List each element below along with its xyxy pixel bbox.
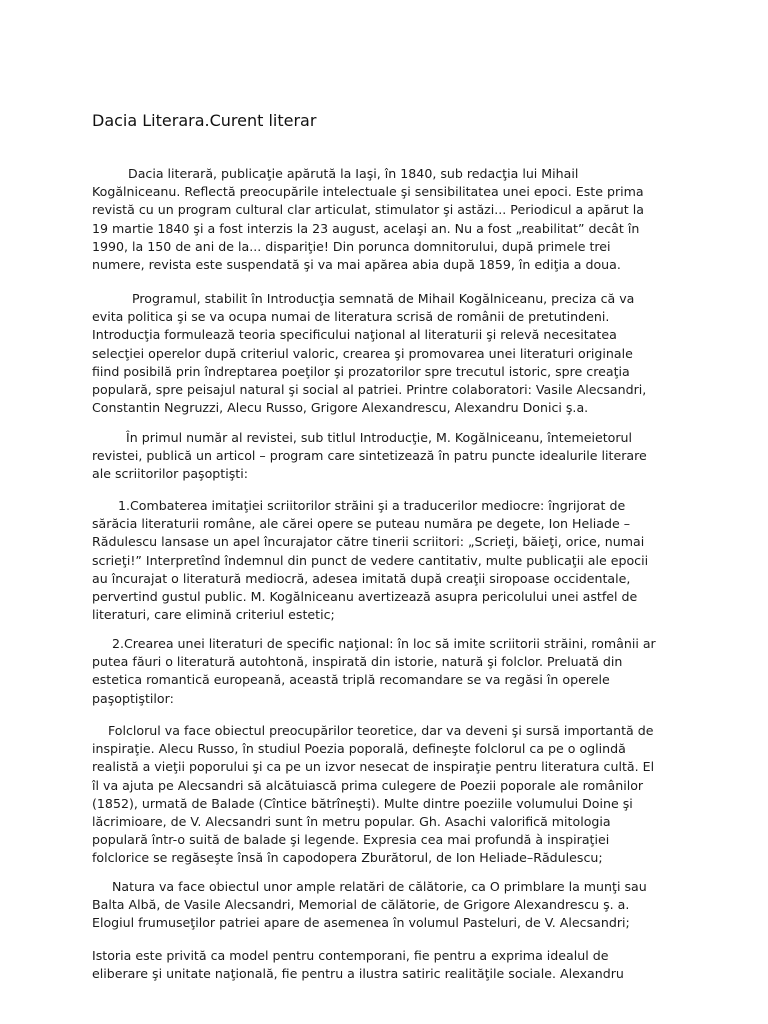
text-line: estetica romantică europeană, această triplă recomandare se va regăsi în operele <box>92 672 610 688</box>
text-line: Constantin Negruzzi, Alecu Russo, Grigore Alexandrescu, Alexandru Donici ş.a. <box>92 400 589 416</box>
text-line: evita politica şi se va ocupa numai de literatura scrisă de românii de pretutindeni. <box>92 309 610 325</box>
text-line: 1.Combaterea imitaţiei scriitorilor străini şi a traducerilor mediocre: îngrijorat de <box>118 498 626 513</box>
text-line: Dacia literară, publicaţie apărută la Iaşi, în 1840, sub redacţia lui Mihail <box>128 166 579 181</box>
text-line: sărăcia literaturii române, ale cărei opere se puteau număra pe degete, Ion Heliade – <box>92 516 631 532</box>
text-line: folclorice se regăseşte însă în capodopera Zburătorul, de Ion Heliade–Rădulescu; <box>92 850 603 866</box>
text-line: pervertind gustul public. M. Kogălniceanu avertizează asupra pericolului unei astfel de <box>92 589 638 605</box>
text-line: (1852), urmată de Balade (Cîntice bătrîneşti). Multe dintre poeziile volumului Doine şi <box>92 795 633 811</box>
text-line: revistă cu un program cultural clar articulat, stimulator şi astăzi... Periodicul a apărut la <box>92 202 644 218</box>
text-line: numere, revista este suspendată şi va mai apărea abia după 1859, în ediţia a doua. <box>92 257 621 273</box>
text-line: putea făuri o literatură autohtonă, inspirată din istorie, natură şi folclor. Preluată din <box>92 654 623 670</box>
text-line: populară într-o suită de balade şi legende. Expresia cea mai profundă à inspiraţiei <box>92 832 610 848</box>
text-line: inspiraţie. Alecu Russo, în studiul Poezia poporală, defineşte folclorul ca pe o oglindă <box>92 741 626 757</box>
paragraph-dacia-literara <box>92 165 712 274</box>
text-line: populară, spre peisajul natural şi social al patriei. Printre colaboratori: Vasile Alecsandri, <box>92 382 647 398</box>
paragraph-natura <box>92 878 712 933</box>
paragraph-programul <box>92 290 712 417</box>
text-line: scrieţi!” Interpretînd îndemnul din punct de vedere cantitativ, multe publicaţii ale epocii <box>92 552 649 568</box>
text-line: 19 martie 1840 şi a fost interzis la 23 august, acelaşi an. Nu a fost „reabilitat” decât în <box>92 220 640 236</box>
text-line: fiind posibilă prin îndreptarea poeţilor şi prozatorilor spre trecutul istoric, spre creaţia <box>92 363 630 379</box>
text-line: 1990, la 150 de ani de la... dispariţie! Din porunca domnitorului, după primele trei <box>92 238 611 254</box>
text-line: Programul, stabilit în Introducţia semnată de Mihail Kogălniceanu, preciza că va <box>132 291 635 306</box>
text-line: În primul număr al revistei, sub titlul Introducţie, M. Kogălniceanu, întemeietorul <box>126 430 633 445</box>
text-line: 2.Crearea unei literaturi de specific naţional: în loc să imite scriitorii străini, românii ar <box>112 636 656 651</box>
text-line: selecţiei operelor după criteriul valoric, crearea şi promovarea unei literaturi originale <box>92 345 633 361</box>
text-line: Istoria este privită ca model pentru contemporani, fie pentru a exprima idealul de <box>92 948 609 963</box>
text-line: ale scriitorilor paşoptişti: <box>92 466 248 482</box>
paragraph-primul-numar <box>92 429 712 484</box>
text-line: literaturi, care elimină criteriul estetic; <box>92 607 335 623</box>
text-line: Introducţia formulează teoria specificului naţional al literaturii şi relevă necesitatea <box>92 327 617 343</box>
paragraph-folclorul <box>92 722 712 868</box>
text-line: Elogiul frumuseţilor patriei apare de asemenea în volumul Pasteluri, de V. Alecsandri; <box>92 915 630 931</box>
text-line: Natura va face obiectul unor ample relatări de călătorie, ca O primblare la munţi sau <box>112 879 647 894</box>
text-line: îl va ajuta pe Alecsandri să alcătuiască prima culegere de Poezii poporale ale românilor <box>92 777 644 793</box>
text-line: Balta Albă, de Vasile Alecsandri, Memorial de călătorie, de Grigore Alexandrescu ş. a. <box>92 897 630 913</box>
text-line: Kogălniceanu. Reflectă preocupările intelectuale şi sensibilitatea unei epoci. Este prima <box>92 184 644 200</box>
paragraph-point-2 <box>92 635 712 708</box>
paragraph-istoria <box>92 947 712 983</box>
text-line: revistei, publică un articol – program care sintetizează în patru puncte idealurile literare <box>92 448 647 464</box>
text-line: eliberare şi unitate naţională, fie pentru a ilustra satiric realităţile sociale. Alexandru <box>92 966 624 982</box>
document-title: Dacia Literara.Curent literar <box>92 111 317 130</box>
text-line: Folclorul va face obiectul preocupărilor teoretice, dar va deveni şi sursă importantă de <box>108 723 654 738</box>
text-line: au încurajat o literatură mediocră, adesea imitată după creaţii siropoase occidentale, <box>92 570 631 586</box>
text-line: lăcrimioare, de V. Alecsandri sunt în metru popular. Gh. Asachi valorifică mitologia <box>92 814 611 830</box>
text-line: paşoptiştilor: <box>92 690 174 706</box>
text-line: realistă a vieţii poporului şi ca pe un izvor nesecat de inspiraţie pentru literatura cultă. El <box>92 759 655 775</box>
text-line: Rădulescu lansase un apel încurajator către tinerii scriitori: „Scrieţi, băieţi, orice, numai <box>92 534 645 550</box>
paragraph-point-1 <box>92 497 712 624</box>
